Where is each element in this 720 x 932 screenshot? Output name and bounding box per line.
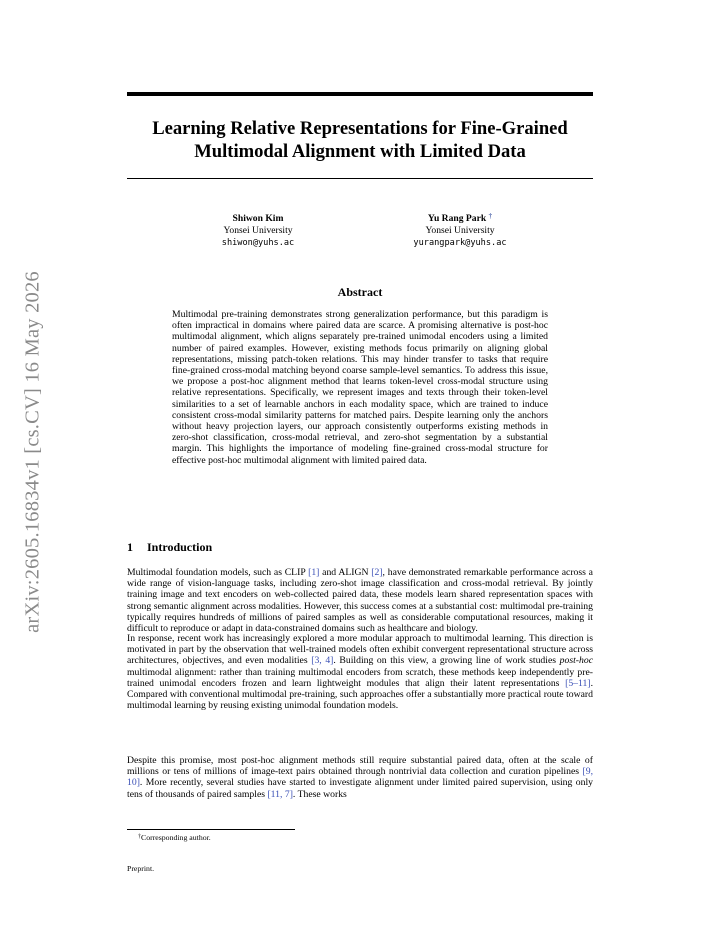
footnote: †Corresponding author. xyxy=(138,833,211,842)
arxiv-identifier-text: arXiv:2605.16834v1 [cs.CV] 16 May 2026 xyxy=(21,271,44,633)
footnote-rule xyxy=(127,829,295,830)
citation-link[interactable]: [9, 10] xyxy=(127,766,593,789)
citation-link[interactable]: [5–11] xyxy=(565,677,591,689)
body-text: . More recently, several studies have started to investigate alignment under limited paired supervision, using only tens of thousands of paired samples xyxy=(127,777,593,800)
intro-paragraph-3 xyxy=(127,755,593,800)
abstract-text: Multimodal pre-training demonstrates strong generalization performance, but this paradigm is often impractical in domains where paired data are scarce. A promising alternative is post-hoc multimodal alignment, which aligns separately pre-trained unimodal encoders using a limited number of paired examples. However, existing methods focus primarily on aligning global representations, missing patch-token relations. This may hinder transfer to tasks that require fine-grained cross-modal matching beyond coarse sample-level semantics. To address this issue, we propose a post-hoc alignment method that learns token-level cross-modal structure using relative representations. Specifically, we represent images and texts through their token-level similarities to a set of learnable anchors in each modality space, which are trained to induce consistent cross-modal similarity patterns for matched pairs. Despite learning only the anchors without heavy projection layers, our approach consistently outperforms existing methods in zero-shot classification, cross-modal retrieval, and zero-shot segmentation by a substantial margin. This highlights the importance of modeling fine-grained cross-modal structure for effective post-hoc multimodal alignment with limited paired data. xyxy=(172,309,548,466)
author-affiliation: Yonsei University xyxy=(223,225,293,236)
citation-link[interactable]: [2] xyxy=(371,567,383,578)
arxiv-identifier-stamp xyxy=(20,258,46,646)
author-affiliation: Yonsei University xyxy=(425,225,495,236)
citation-link[interactable]: [11, 7] xyxy=(267,788,293,800)
body-text: In response, recent work has increasingly explored a more modular approach to multimodal learning. This direction is motivated in part by the observation that well-trained models often exhibit convergent representational structure across architectures, objectives, and even modalities xyxy=(127,633,593,667)
body-text: , have demonstrated remarkable performance across a wide range of vision-language tasks, including zero-shot image classification and cross-modal retrieval. By jointly training image and text encoders on web-collected paired data, these models learn shared representation spaces with strong semantic alignment across modalities. However, this success comes at a substantial cost: multimodal pre-training typically requires hundreds of millions of paired samples as well as considerable computational resources, making it difficult to reproduce or adapt in data-constrained domains such as healthcare and biology. xyxy=(127,567,593,635)
author-block-1 xyxy=(198,210,318,249)
author-name: Shiwon Kim xyxy=(232,213,284,224)
section-title: Introduction xyxy=(147,540,213,554)
section-heading-introduction xyxy=(127,540,212,555)
emphasized-term: post-hoc xyxy=(559,655,594,667)
section-number: 1 xyxy=(127,540,133,554)
preprint-label: Preprint. xyxy=(127,864,155,873)
title-top-rule xyxy=(127,92,593,96)
body-text: . Compared with conventional multimodal pre-training, such approaches offer a substantially more practical route toward multimodal learning by reusing existing unimodal foundation models. xyxy=(127,677,593,712)
intro-paragraph-2 xyxy=(127,633,593,711)
body-text: and ALIGN xyxy=(319,567,372,578)
citation-link[interactable]: [1] xyxy=(308,567,320,578)
intro-paragraph-1 xyxy=(127,567,593,634)
body-text: multimodal alignment: rather than training multimodal encoders from scratch, these methods keep independently pre-trained unimodal encoders frozen and learn lightweight modules that align their latent representations xyxy=(127,666,593,689)
body-text: . These works xyxy=(292,788,347,800)
paper-title: Learning Relative Representations for Fine-Grained Multimodal Alignment with Limited Data xyxy=(152,118,568,162)
author-name: Yu Rang Park † xyxy=(427,212,493,224)
abstract-heading: Abstract xyxy=(337,285,383,299)
body-text: Despite this promise, most post-hoc alignment methods still require substantial paired data, often at the scale of millions or tens of millions of image-text pairs obtained through nontrivial data collection and curation pipelines xyxy=(127,755,593,778)
title-bottom-rule xyxy=(127,178,593,179)
author-email: shiwon@yuhs.ac xyxy=(221,238,295,248)
citation-link[interactable]: [3, 4] xyxy=(311,655,334,667)
body-text: . Building on this view, a growing line of work studies xyxy=(333,655,560,667)
author-block-2 xyxy=(392,210,528,249)
corresponding-author-mark: † xyxy=(488,212,493,220)
body-text: Multimodal foundation models, such as CLIP xyxy=(127,567,309,578)
author-email: yurangpark@yuhs.ac xyxy=(413,238,507,248)
